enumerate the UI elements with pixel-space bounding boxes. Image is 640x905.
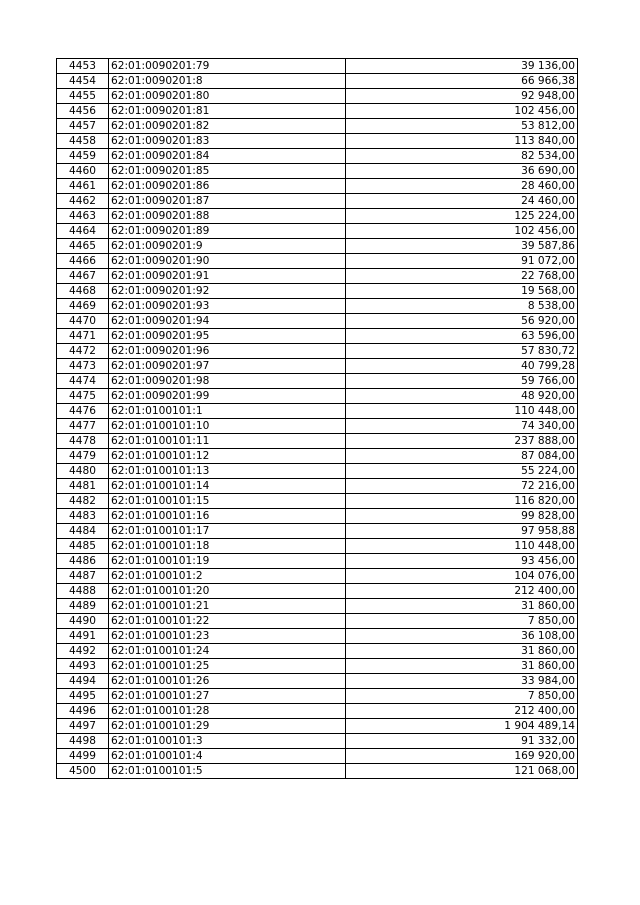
cadastral-value-cell: 87 084,00 (346, 449, 578, 464)
cadastral-number-cell: 62:01:0100101:4 (109, 749, 346, 764)
cadastral-number-cell: 62:01:0090201:99 (109, 389, 346, 404)
row-number-cell: 4455 (57, 89, 109, 104)
cadastral-number-cell: 62:01:0090201:84 (109, 149, 346, 164)
cadastral-value-cell: 59 766,00 (346, 374, 578, 389)
table-row (57, 674, 578, 689)
table-row (57, 569, 578, 584)
cadastral-value-cell: 72 216,00 (346, 479, 578, 494)
table-row (57, 524, 578, 539)
row-number-cell: 4494 (57, 674, 109, 689)
cadastral-number-cell: 62:01:0100101:19 (109, 554, 346, 569)
row-number-cell: 4485 (57, 539, 109, 554)
cadastral-value-cell: 31 860,00 (346, 659, 578, 674)
cadastral-number-cell: 62:01:0090201:90 (109, 254, 346, 269)
table-row (57, 449, 578, 464)
table-row (57, 359, 578, 374)
cadastral-number-cell: 62:01:0090201:92 (109, 284, 346, 299)
cadastral-number-cell: 62:01:0100101:13 (109, 464, 346, 479)
table-row (57, 584, 578, 599)
row-number-cell: 4491 (57, 629, 109, 644)
cadastral-value-cell: 56 920,00 (346, 314, 578, 329)
table-row (57, 89, 578, 104)
cadastral-value-cell: 93 456,00 (346, 554, 578, 569)
table-row (57, 194, 578, 209)
cadastral-number-cell: 62:01:0100101:2 (109, 569, 346, 584)
row-number-cell: 4490 (57, 614, 109, 629)
cadastral-value-cell: 57 830,72 (346, 344, 578, 359)
row-number-cell: 4472 (57, 344, 109, 359)
table-row (57, 689, 578, 704)
cadastral-number-cell: 62:01:0100101:15 (109, 494, 346, 509)
table-row (57, 74, 578, 89)
cadastral-value-cell: 237 888,00 (346, 434, 578, 449)
cadastral-value-cell: 1 904 489,14 (346, 719, 578, 734)
table-row (57, 434, 578, 449)
table-row (57, 299, 578, 314)
cadastral-number-cell: 62:01:0090201:98 (109, 374, 346, 389)
row-number-cell: 4492 (57, 644, 109, 659)
cadastral-value-cell: 212 400,00 (346, 584, 578, 599)
table-row (57, 59, 578, 74)
cadastral-number-cell: 62:01:0100101:1 (109, 404, 346, 419)
row-number-cell: 4464 (57, 224, 109, 239)
row-number-cell: 4474 (57, 374, 109, 389)
cadastral-value-cell: 40 799,28 (346, 359, 578, 374)
row-number-cell: 4468 (57, 284, 109, 299)
cadastral-number-cell: 62:01:0100101:10 (109, 419, 346, 434)
cadastral-number-cell: 62:01:0100101:29 (109, 719, 346, 734)
cadastral-value-cell: 36 108,00 (346, 629, 578, 644)
table-row (57, 614, 578, 629)
table-row (57, 344, 578, 359)
table-row (57, 719, 578, 734)
table-row (57, 644, 578, 659)
table-row (57, 254, 578, 269)
table-row (57, 599, 578, 614)
row-number-cell: 4493 (57, 659, 109, 674)
table-row (57, 749, 578, 764)
cadastral-number-cell: 62:01:0090201:96 (109, 344, 346, 359)
table-row (57, 389, 578, 404)
cadastral-value-table (56, 58, 578, 779)
cadastral-value-cell: 99 828,00 (346, 509, 578, 524)
row-number-cell: 4475 (57, 389, 109, 404)
cadastral-number-cell: 62:01:0090201:88 (109, 209, 346, 224)
table-row (57, 464, 578, 479)
cadastral-value-cell: 8 538,00 (346, 299, 578, 314)
cadastral-value-cell: 91 332,00 (346, 734, 578, 749)
row-number-cell: 4484 (57, 524, 109, 539)
row-number-cell: 4495 (57, 689, 109, 704)
cadastral-value-cell: 33 984,00 (346, 674, 578, 689)
row-number-cell: 4497 (57, 719, 109, 734)
cadastral-number-cell: 62:01:0090201:8 (109, 74, 346, 89)
cadastral-number-cell: 62:01:0090201:83 (109, 134, 346, 149)
row-number-cell: 4456 (57, 104, 109, 119)
cadastral-number-cell: 62:01:0090201:91 (109, 269, 346, 284)
cadastral-value-cell: 74 340,00 (346, 419, 578, 434)
row-number-cell: 4482 (57, 494, 109, 509)
cadastral-value-cell: 113 840,00 (346, 134, 578, 149)
cadastral-number-cell: 62:01:0100101:11 (109, 434, 346, 449)
cadastral-number-cell: 62:01:0100101:26 (109, 674, 346, 689)
cadastral-number-cell: 62:01:0100101:5 (109, 764, 346, 779)
row-number-cell: 4500 (57, 764, 109, 779)
cadastral-number-cell: 62:01:0100101:28 (109, 704, 346, 719)
table-row (57, 119, 578, 134)
table-row (57, 479, 578, 494)
row-number-cell: 4453 (57, 59, 109, 74)
row-number-cell: 4454 (57, 74, 109, 89)
row-number-cell: 4477 (57, 419, 109, 434)
row-number-cell: 4461 (57, 179, 109, 194)
cadastral-value-cell: 110 448,00 (346, 404, 578, 419)
table-row (57, 314, 578, 329)
row-number-cell: 4481 (57, 479, 109, 494)
cadastral-number-cell: 62:01:0100101:14 (109, 479, 346, 494)
cadastral-value-cell: 92 948,00 (346, 89, 578, 104)
table-row (57, 284, 578, 299)
table-row (57, 239, 578, 254)
cadastral-number-cell: 62:01:0100101:17 (109, 524, 346, 539)
row-number-cell: 4467 (57, 269, 109, 284)
table-row (57, 704, 578, 719)
row-number-cell: 4458 (57, 134, 109, 149)
cadastral-number-cell: 62:01:0100101:23 (109, 629, 346, 644)
row-number-cell: 4470 (57, 314, 109, 329)
cadastral-number-cell: 62:01:0090201:97 (109, 359, 346, 374)
row-number-cell: 4466 (57, 254, 109, 269)
cadastral-value-cell: 169 920,00 (346, 749, 578, 764)
cadastral-number-cell: 62:01:0090201:81 (109, 104, 346, 119)
row-number-cell: 4463 (57, 209, 109, 224)
table-body (57, 59, 578, 779)
cadastral-number-cell: 62:01:0100101:16 (109, 509, 346, 524)
table-row (57, 554, 578, 569)
row-number-cell: 4469 (57, 299, 109, 314)
cadastral-number-cell: 62:01:0100101:12 (109, 449, 346, 464)
row-number-cell: 4498 (57, 734, 109, 749)
cadastral-value-cell: 24 460,00 (346, 194, 578, 209)
row-number-cell: 4462 (57, 194, 109, 209)
table-row (57, 374, 578, 389)
cadastral-value-cell: 28 460,00 (346, 179, 578, 194)
cadastral-number-cell: 62:01:0090201:80 (109, 89, 346, 104)
cadastral-value-cell: 31 860,00 (346, 644, 578, 659)
table-row (57, 149, 578, 164)
table-row (57, 419, 578, 434)
cadastral-value-cell: 39 587,86 (346, 239, 578, 254)
cadastral-value-cell: 22 768,00 (346, 269, 578, 284)
cadastral-value-cell: 102 456,00 (346, 224, 578, 239)
cadastral-number-cell: 62:01:0100101:3 (109, 734, 346, 749)
cadastral-number-cell: 62:01:0090201:82 (109, 119, 346, 134)
row-number-cell: 4478 (57, 434, 109, 449)
cadastral-value-cell: 104 076,00 (346, 569, 578, 584)
cadastral-number-cell: 62:01:0100101:20 (109, 584, 346, 599)
cadastral-value-cell: 82 534,00 (346, 149, 578, 164)
cadastral-value-cell: 212 400,00 (346, 704, 578, 719)
cadastral-value-cell: 19 568,00 (346, 284, 578, 299)
cadastral-number-cell: 62:01:0090201:85 (109, 164, 346, 179)
row-number-cell: 4465 (57, 239, 109, 254)
cadastral-number-cell: 62:01:0090201:79 (109, 59, 346, 74)
row-number-cell: 4473 (57, 359, 109, 374)
table-row (57, 659, 578, 674)
cadastral-number-cell: 62:01:0100101:18 (109, 539, 346, 554)
row-number-cell: 4487 (57, 569, 109, 584)
cadastral-number-cell: 62:01:0100101:21 (109, 599, 346, 614)
row-number-cell: 4496 (57, 704, 109, 719)
cadastral-number-cell: 62:01:0100101:24 (109, 644, 346, 659)
cadastral-number-cell: 62:01:0090201:94 (109, 314, 346, 329)
cadastral-value-cell: 48 920,00 (346, 389, 578, 404)
cadastral-number-cell: 62:01:0090201:95 (109, 329, 346, 344)
table-row (57, 629, 578, 644)
cadastral-value-cell: 102 456,00 (346, 104, 578, 119)
table-row (57, 179, 578, 194)
row-number-cell: 4480 (57, 464, 109, 479)
cadastral-number-cell: 62:01:0100101:22 (109, 614, 346, 629)
cadastral-value-cell: 53 812,00 (346, 119, 578, 134)
cadastral-value-cell: 97 958,88 (346, 524, 578, 539)
table-row (57, 329, 578, 344)
cadastral-number-cell: 62:01:0090201:87 (109, 194, 346, 209)
table-row (57, 209, 578, 224)
row-number-cell: 4499 (57, 749, 109, 764)
table-row (57, 404, 578, 419)
cadastral-value-cell: 91 072,00 (346, 254, 578, 269)
table-row (57, 134, 578, 149)
row-number-cell: 4460 (57, 164, 109, 179)
cadastral-number-cell: 62:01:0090201:93 (109, 299, 346, 314)
table-row (57, 734, 578, 749)
row-number-cell: 4471 (57, 329, 109, 344)
cadastral-value-cell: 125 224,00 (346, 209, 578, 224)
cadastral-number-cell: 62:01:0090201:86 (109, 179, 346, 194)
document-page (56, 58, 577, 779)
cadastral-value-cell: 121 068,00 (346, 764, 578, 779)
table-row (57, 164, 578, 179)
cadastral-value-cell: 66 966,38 (346, 74, 578, 89)
row-number-cell: 4486 (57, 554, 109, 569)
row-number-cell: 4459 (57, 149, 109, 164)
row-number-cell: 4479 (57, 449, 109, 464)
row-number-cell: 4483 (57, 509, 109, 524)
cadastral-value-cell: 31 860,00 (346, 599, 578, 614)
row-number-cell: 4457 (57, 119, 109, 134)
table-row (57, 224, 578, 239)
cadastral-value-cell: 116 820,00 (346, 494, 578, 509)
cadastral-number-cell: 62:01:0100101:27 (109, 689, 346, 704)
cadastral-value-cell: 36 690,00 (346, 164, 578, 179)
cadastral-number-cell: 62:01:0100101:25 (109, 659, 346, 674)
table-row (57, 269, 578, 284)
table-row (57, 764, 578, 779)
table-row (57, 539, 578, 554)
table-row (57, 509, 578, 524)
table-row (57, 494, 578, 509)
row-number-cell: 4476 (57, 404, 109, 419)
row-number-cell: 4489 (57, 599, 109, 614)
cadastral-value-cell: 110 448,00 (346, 539, 578, 554)
table-row (57, 104, 578, 119)
cadastral-value-cell: 39 136,00 (346, 59, 578, 74)
cadastral-value-cell: 7 850,00 (346, 689, 578, 704)
cadastral-number-cell: 62:01:0090201:9 (109, 239, 346, 254)
cadastral-value-cell: 63 596,00 (346, 329, 578, 344)
cadastral-value-cell: 7 850,00 (346, 614, 578, 629)
cadastral-number-cell: 62:01:0090201:89 (109, 224, 346, 239)
row-number-cell: 4488 (57, 584, 109, 599)
cadastral-value-cell: 55 224,00 (346, 464, 578, 479)
